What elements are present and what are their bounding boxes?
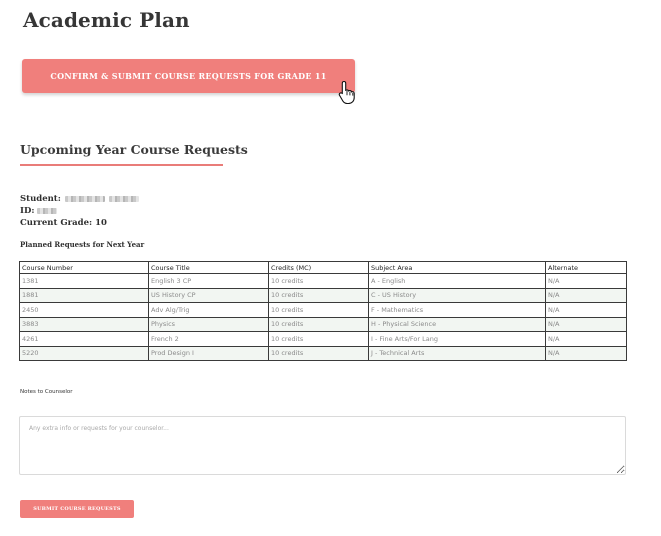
- student-surname-redacted: [109, 196, 139, 202]
- credits-cell: 10 credits: [269, 317, 369, 332]
- subject-area-cell: I - Fine Arts/For Lang: [369, 332, 546, 347]
- credits-cell: 10 credits: [269, 332, 369, 347]
- table-header-row: [20, 262, 627, 274]
- table-row: [20, 288, 627, 303]
- table-row: [20, 332, 627, 347]
- credits-cell: 10 credits: [269, 288, 369, 303]
- student-name-row: [20, 193, 139, 205]
- planned-requests-label: Planned Requests for Next Year: [20, 240, 145, 249]
- alternate-cell: N/A: [546, 317, 627, 332]
- course-title-cell: French 2: [149, 332, 269, 347]
- column-header: Subject Area: [369, 262, 546, 274]
- page-title: Academic Plan: [23, 8, 190, 32]
- section-underline: [20, 164, 223, 166]
- table-row: [20, 274, 627, 289]
- credits-cell: 10 credits: [269, 346, 369, 361]
- subject-area-cell: H - Physical Science: [369, 317, 546, 332]
- alternate-cell: N/A: [546, 274, 627, 289]
- credits-cell: 10 credits: [269, 274, 369, 289]
- alternate-cell: N/A: [546, 346, 627, 361]
- course-number-cell: 5220: [20, 346, 149, 361]
- notes-label: Notes to Counselor: [20, 389, 73, 395]
- grade-label: Current Grade:: [20, 218, 93, 228]
- column-header: Course Title: [149, 262, 269, 274]
- course-number-cell: 4261: [20, 332, 149, 347]
- student-id-redacted: [37, 208, 57, 214]
- student-label: Student:: [20, 194, 61, 204]
- confirm-submit-button[interactable]: CONFIRM & SUBMIT COURSE REQUESTS FOR GRADE 11: [22, 59, 355, 93]
- current-grade-row: [20, 217, 139, 229]
- column-header: Alternate: [546, 262, 627, 274]
- course-title-cell: Prod Design I: [149, 346, 269, 361]
- student-name-redacted: [65, 196, 105, 202]
- credits-cell: 10 credits: [269, 303, 369, 318]
- student-info: [20, 193, 139, 229]
- course-title-cell: Physics: [149, 317, 269, 332]
- course-requests-table: [19, 261, 627, 361]
- course-number-cell: 1881: [20, 288, 149, 303]
- alternate-cell: N/A: [546, 332, 627, 347]
- column-header: Credits (MC): [269, 262, 369, 274]
- course-title-cell: English 3 CP: [149, 274, 269, 289]
- notes-to-counselor-field[interactable]: [19, 416, 626, 475]
- table-row: [20, 317, 627, 332]
- id-label: ID:: [20, 206, 35, 216]
- course-title-cell: US History CP: [149, 288, 269, 303]
- submit-course-requests-button[interactable]: SUBMIT COURSE REQUESTS: [20, 500, 134, 518]
- alternate-cell: N/A: [546, 303, 627, 318]
- course-number-cell: 3883: [20, 317, 149, 332]
- subject-area-cell: F - Mathematics: [369, 303, 546, 318]
- section-heading: Upcoming Year Course Requests: [20, 142, 248, 157]
- table-row: [20, 303, 627, 318]
- subject-area-cell: A - English: [369, 274, 546, 289]
- subject-area-cell: J - Technical Arts: [369, 346, 546, 361]
- column-header: Course Number: [20, 262, 149, 274]
- course-title-cell: Adv Alg/Trig: [149, 303, 269, 318]
- course-number-cell: 2450: [20, 303, 149, 318]
- table-row: [20, 346, 627, 361]
- alternate-cell: N/A: [546, 288, 627, 303]
- student-id-row: [20, 205, 139, 217]
- grade-value: 10: [95, 218, 107, 228]
- course-number-cell: 1381: [20, 274, 149, 289]
- hand-pointer-icon: [338, 80, 358, 104]
- subject-area-cell: C - US History: [369, 288, 546, 303]
